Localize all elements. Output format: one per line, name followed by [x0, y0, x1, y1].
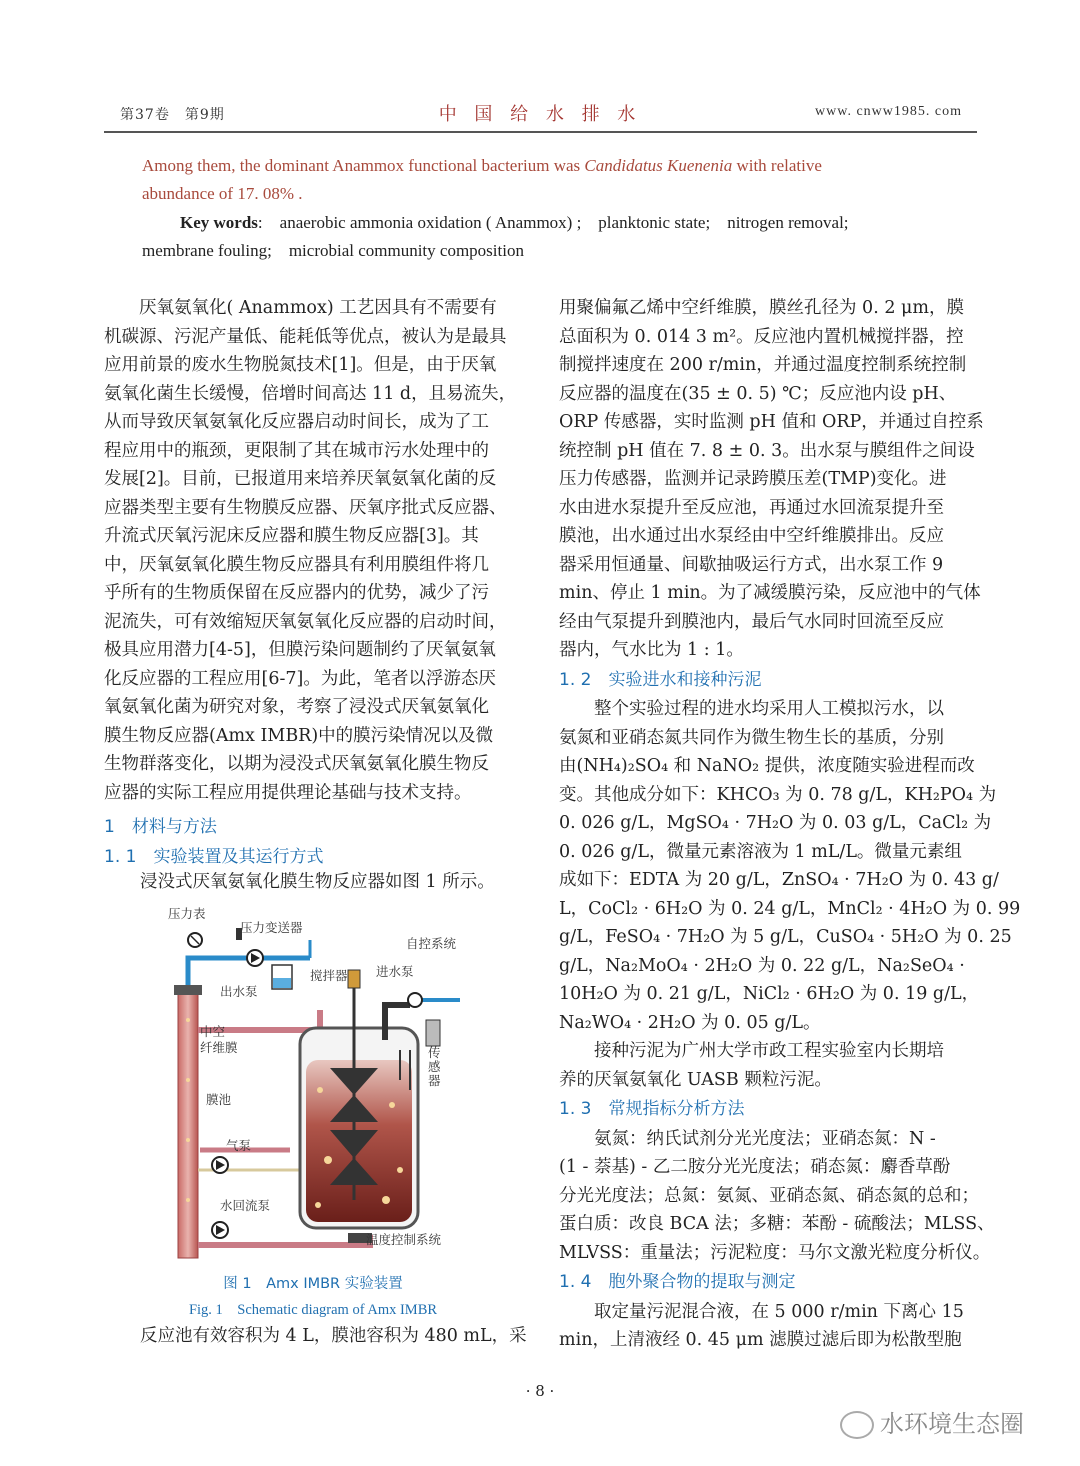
- after-figure-text: 反应池有效容积为 4 L，膜池容积为 480 mL，采: [140, 1326, 527, 1346]
- text-line: 升流式厌氧污泥床反应器和膜生物反应器[3]。其: [104, 526, 479, 546]
- volume-issue: 第37卷 第9期: [120, 107, 225, 123]
- label-temp-control: 温度控制系统: [366, 1232, 442, 1247]
- text-line: 整个实验过程的进水均采用人工模拟污水，以: [594, 699, 944, 719]
- text-line: 统控制 pH 值在 7. 8 ± 0. 3。出水泵与膜组件之间设: [559, 440, 975, 461]
- figure-caption-cn: 图 1 Amx IMBR 实验装置: [223, 1276, 403, 1292]
- text-line: 乎所有的生物质保留在反应器内的优势，减少了污: [104, 583, 489, 603]
- page-number: · 8 ·: [525, 1382, 555, 1400]
- text-line: 氧氨氧化菌为研究对象，考察了浸没式厌氧氨氧化: [104, 697, 489, 717]
- text-line: 器采用恒通量、间歇抽吸运行方式，出水泵工作 9: [559, 554, 944, 575]
- right-column: [559, 294, 1021, 1355]
- text-line: 0. 026 g/L，微量元素溶液为 1 mL/L。微量元素组: [559, 841, 962, 862]
- header-rule: [104, 131, 977, 133]
- paragraph-inoculum: [559, 1037, 977, 1094]
- paragraph-methods: [559, 1125, 995, 1268]
- text-line: g/L，Na₂MoO₄ · 2H₂O 为 0. 22 g/L，Na₂SeO₄ ·: [559, 955, 965, 976]
- section-1-1-text: 浸没式厌氧氨氧化膜生物反应器如图 1 所示。: [140, 872, 495, 892]
- text-line: 膜生物反应器(Amx IMBR)中的膜污染情况以及微: [104, 725, 494, 746]
- intro-paragraph: [104, 294, 522, 807]
- text-line: 10H₂O 为 0. 21 g/L，NiCl₂ · 6H₂O 为 0. 19 g/L，: [559, 984, 980, 1004]
- label-membrane-tank: 膜池: [206, 1092, 232, 1107]
- section-1-1-heading: 1. 1 实验装置及其运行方式: [104, 847, 324, 867]
- text-line: 用聚偏氟乙烯中空纤维膜，膜丝孔径为 0. 2 μm，膜: [559, 298, 964, 318]
- text-line: 氨氧化菌生长缓慢，倍增时间高达 11 d，且易流失，: [104, 383, 517, 404]
- text-line: 厌氧氨氧化( Anammox) 工艺因具有不需要有: [139, 298, 497, 318]
- text-line: g/L，FeSO₄ · 7H₂O 为 5 g/L，CuSO₄ · 5H₂O 为 0. 25: [559, 927, 1012, 947]
- journal-title: 中 国 给 水 排 水: [438, 104, 642, 125]
- text-line: 分光光度法；总氮：氨氮、亚硝态氮、硝态氮的总和；: [559, 1185, 979, 1206]
- text-line: 成如下：EDTA 为 20 g/L，ZnSO₄ · 7H₂O 为 0. 43 g/: [559, 870, 999, 890]
- label-air-pump: 气泵: [226, 1138, 252, 1153]
- wechat-icon: [840, 1411, 874, 1439]
- text-line: 接种污泥为广州大学市政工程实验室内长期培: [594, 1041, 944, 1061]
- label-stirrer: 搅拌器: [310, 968, 348, 983]
- paragraph-apparatus: [559, 294, 984, 665]
- text-line: 应器的实际工程应用提供理论基础与技术支持。: [104, 782, 472, 803]
- text-line: 制搅拌速度在 200 r/min，并通过温度控制系统控制: [559, 355, 967, 375]
- watermark: 水环境生态圈: [840, 1404, 1024, 1439]
- section-1-3-heading: 1. 3 常规指标分析方法: [559, 1099, 745, 1119]
- text-line: 反应器的温度在(35 ± 0. 5) ℃；反应池内设 pH、: [559, 383, 957, 404]
- text-line: (1 - 萘基) - 乙二胺分光光度法；硝态氮：麝香草酚: [559, 1157, 951, 1177]
- text-line: 泥流失，可有效缩短厌氧氨氧化反应器的启动时间，: [104, 611, 507, 632]
- text-line: 发展[2]。目前，已报道用来培养厌氧氨氧化菌的反: [104, 469, 497, 489]
- text-line: 总面积为 0. 014 3 m²。反应池内置机械搅拌器，控: [559, 326, 964, 347]
- section-1-heading: 1 材料与方法: [104, 817, 217, 837]
- label-pressure-transmitter: 压力变送器: [240, 920, 303, 935]
- paragraph-influent: [559, 695, 1021, 1037]
- text-line: 压力传感器，监测并记录跨膜压差(TMP)变化。进: [559, 469, 947, 489]
- text-line: 应用前景的废水生物脱氮技术[1]。但是，由于厌氧: [104, 355, 497, 375]
- keywords-line-2: membrane fouling; microbial community composition: [142, 241, 524, 260]
- text-line: 化反应器的工程应用[6-7]。为此，笔者以浮游态厌: [104, 668, 496, 689]
- label-pressure-gauge: 压力表: [168, 906, 206, 921]
- text-line: ORP 传感器，实时监测 pH 值和 ORP，并通过自控系: [559, 412, 984, 432]
- section-1-4-heading: 1. 4 胞外聚合物的提取与测定: [559, 1272, 796, 1292]
- paragraph-eps: [559, 1298, 977, 1355]
- label-sensor: 传 感 器: [428, 1045, 441, 1088]
- text-line: min，上清液经 0. 45 μm 滤膜过滤后即为松散型胞: [559, 1330, 962, 1350]
- text-line: 取定量污泥混合液，在 5 000 r/min 下离心 15: [594, 1301, 964, 1322]
- text-line: MLVSS：重量法；污泥粒度：马尔文激光粒度分析仪。: [559, 1242, 991, 1263]
- abstract-line-1: Among them, the dominant Anammox functional bacterium was Candidatus Kuenenia with relative: [142, 156, 822, 175]
- text-line: 应器类型主要有生物膜反应器、厌氧序批式反应器、: [104, 497, 507, 518]
- text-line: 0. 026 g/L，MgSO₄ · 7H₂O 为 0. 03 g/L，CaCl₂ 为: [559, 813, 992, 833]
- label-effluent-pump: 出水泵: [220, 984, 258, 999]
- label-hollow-fiber: 中空 纤维膜: [200, 1024, 238, 1055]
- text-line: 膜池，出水通过出水泵经由中空纤维膜排出。反应: [559, 526, 944, 546]
- text-line: 变。其他成分如下：KHCO₃ 为 0. 78 g/L，KH₂PO₄ 为: [559, 784, 997, 805]
- figure-caption-en: Fig. 1 Schematic diagram of Amx IMBR: [188, 1302, 438, 1318]
- figure-1: [160, 900, 480, 1270]
- text-line: 养的厌氧氨氧化 UASB 颗粒污泥。: [559, 1069, 832, 1090]
- text-line: 机碳源、污泥产量低、能耗低等优点，被认为是最具: [104, 326, 507, 347]
- section-1-2-heading: 1. 2 实验进水和接种污泥: [559, 669, 762, 690]
- text-line: 极具应用潜力[4-5]，但膜污染问题制约了厌氧氨氧: [104, 640, 496, 660]
- text-line: 器内，气水比为 1 : 1。: [559, 640, 744, 660]
- journal-url: www. cnww1985. com: [815, 104, 962, 119]
- text-line: 中，厌氧氨氧化膜生物反应器具有利用膜组件将几: [104, 554, 489, 575]
- text-line: 生物群落变化，以期为浸没式厌氧氨氧化膜生物反: [104, 754, 489, 774]
- text-line: 蛋白质：改良 BCA 法；多糖：苯酚 - 硫酸法；MLSS、: [559, 1214, 995, 1234]
- text-line: 由(NH₄)₂SO₄ 和 NaNO₂ 提供，浓度随实验进程而改: [559, 756, 975, 776]
- text-line: Na₂WO₄ · 2H₂O 为 0. 05 g/L。: [559, 1012, 821, 1033]
- text-line: 从而导致厌氧氨氧化反应器启动时间长，成为了工: [104, 412, 489, 432]
- text-line: L，CoCl₂ · 6H₂O 为 0. 24 g/L，MnCl₂ · 4H₂O 为 0. 99: [559, 898, 1021, 919]
- label-return-pump: 水回流泵: [220, 1198, 271, 1213]
- text-line: 氨氮和亚硝态氮共同作为微生物生长的基质，分别: [559, 727, 944, 748]
- keywords-line-1: Key words: anaerobic ammonia oxidation ( Anammox) ; planktonic state; nitrogen removal;: [180, 213, 849, 232]
- text-line: 水由进水泵提升至反应池，再通过水回流泵提升至: [559, 497, 944, 518]
- abstract-line-2: abundance of 17. 08% .: [142, 184, 303, 203]
- text-line: min、停止 1 min。为了减缓膜污染，反应池中的气体: [559, 583, 981, 603]
- label-auto-control: 自控系统: [406, 936, 457, 951]
- text-line: 氨氮：纳氏试剂分光光度法；亚硝态氮：N -: [594, 1128, 936, 1149]
- label-influent-pump: 进水泵: [376, 964, 414, 979]
- text-line: 程应用中的瓶颈，更限制了其在城市污水处理中的: [104, 440, 489, 461]
- text-line: 经由气泵提升到膜池内，最后气水同时回流至反应: [559, 611, 944, 632]
